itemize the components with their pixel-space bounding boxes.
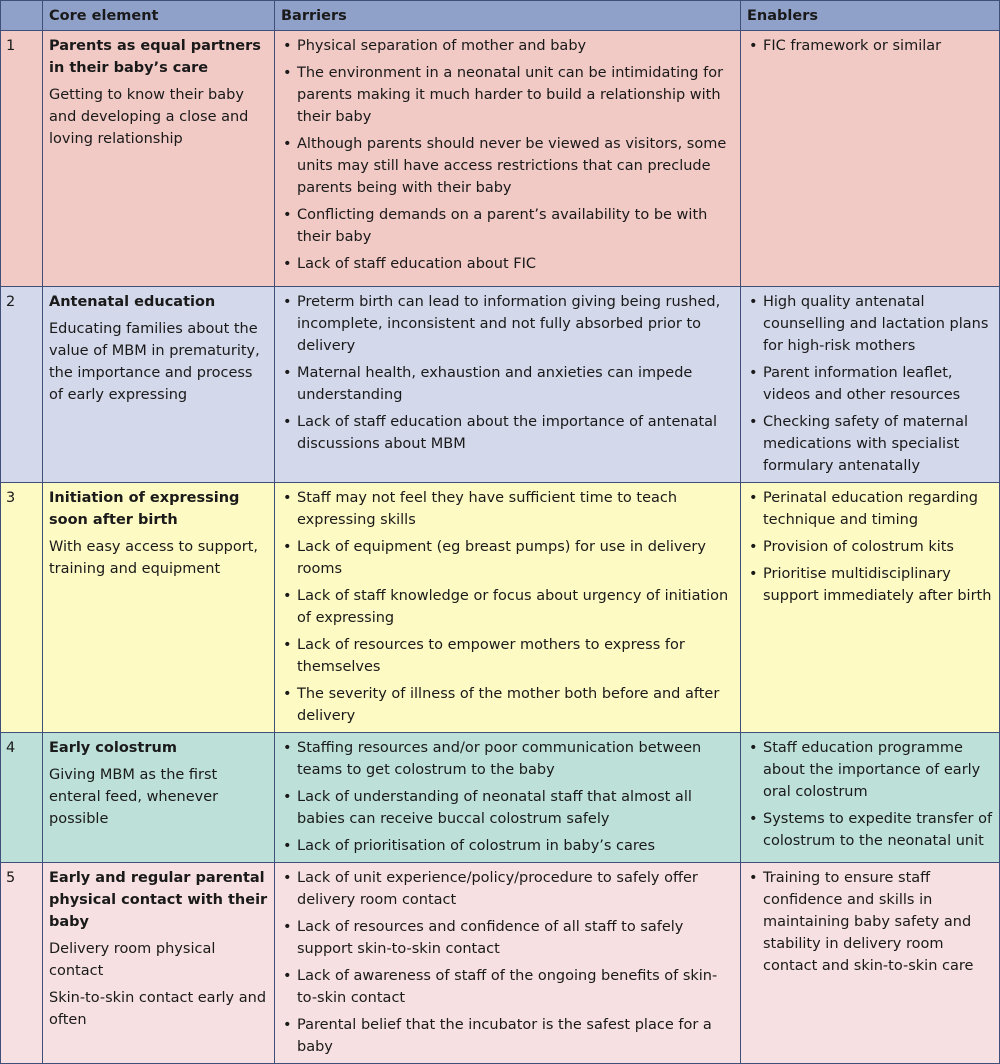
core-element-description: Delivery room physical contact [49, 941, 216, 979]
barriers-list [281, 737, 734, 857]
enablers-cell [741, 287, 1000, 483]
barrier-item: • Lack of equipment (eg breast pumps) for use in delivery rooms [281, 536, 734, 580]
core-element-description: Skin-to-skin contact early and often [49, 990, 267, 1028]
core-element-description: Getting to know their baby and developing a close and loving relationship [49, 87, 249, 147]
enabler-item: • Parent information leaflet, videos and other resources [747, 362, 993, 406]
enabler-item: • FIC framework or similar [747, 35, 993, 57]
barrier-item: • Lack of prioritisation of colostrum in baby’s cares [281, 835, 734, 857]
enablers-cell [741, 483, 1000, 733]
barrier-item: • Lack of staff knowledge or focus about urgency of initiation of expressing [281, 585, 734, 629]
core-element-title: Early and regular parental physical contact with their baby [49, 870, 268, 930]
barrier-item: • The environment in a neonatal unit can be intimidating for parents making it much harder to build a relationship with their baby [281, 62, 734, 128]
core-element-title: Early colostrum [49, 740, 177, 756]
enablers-list [747, 487, 993, 607]
table-row [1, 31, 1000, 287]
core-element-cell [43, 863, 275, 1064]
header-barriers: Barriers [275, 1, 741, 31]
table-row [1, 733, 1000, 863]
header-enablers: Enablers [741, 1, 1000, 31]
barriers-list [281, 35, 734, 275]
header-core-element: Core element [43, 1, 275, 31]
core-element-description: Educating families about the value of MBM in prematurity, the importance and process of early expressing [49, 321, 260, 403]
core-element-cell [43, 483, 275, 733]
core-element-title: Antenatal education [49, 294, 216, 310]
barriers-cell [275, 863, 741, 1064]
header-row [1, 1, 1000, 31]
barrier-item: • Staff may not feel they have sufficient time to teach expressing skills [281, 487, 734, 531]
enabler-item: • Checking safety of maternal medications with specialist formulary antenatally [747, 411, 993, 477]
barrier-item: • The severity of illness of the mother both before and after delivery [281, 683, 734, 727]
table-row [1, 483, 1000, 733]
enabler-item: • Prioritise multidisciplinary support immediately after birth [747, 563, 993, 607]
row-number: 2 [1, 287, 43, 483]
barrier-item: • Conflicting demands on a parent’s availability to be with their baby [281, 204, 734, 248]
core-element-description: With easy access to support, training and equipment [49, 539, 258, 577]
enablers-cell [741, 31, 1000, 287]
barriers-list [281, 867, 734, 1058]
barrier-item: • Parental belief that the incubator is the safest place for a baby [281, 1014, 734, 1058]
barrier-item: • Staffing resources and/or poor communication between teams to get colostrum to the baby [281, 737, 734, 781]
core-element-title: Initiation of expressing soon after birth [49, 490, 240, 528]
barriers-list [281, 487, 734, 727]
enabler-item: • Training to ensure staff confidence and skills in maintaining baby safety and stability in delivery room contact and skin-to-skin care [747, 867, 993, 977]
table-row [1, 287, 1000, 483]
row-number: 5 [1, 863, 43, 1064]
enablers-list [747, 867, 993, 977]
core-element-title: Parents as equal partners in their baby’s care [49, 38, 261, 76]
row-number: 3 [1, 483, 43, 733]
barrier-item: • Physical separation of mother and baby [281, 35, 734, 57]
header-number [1, 1, 43, 31]
barrier-item: • Lack of awareness of staff of the ongoing benefits of skin-to-skin contact [281, 965, 734, 1009]
row-number: 1 [1, 31, 43, 287]
row-number: 4 [1, 733, 43, 863]
barrier-item: • Maternal health, exhaustion and anxieties can impede understanding [281, 362, 734, 406]
enabler-item: • Perinatal education regarding technique and timing [747, 487, 993, 531]
enablers-list [747, 291, 993, 477]
enablers-cell [741, 733, 1000, 863]
barrier-item: • Preterm birth can lead to information giving being rushed, incomplete, inconsistent and not fully absorbed prior to delivery [281, 291, 734, 357]
core-element-cell [43, 733, 275, 863]
barriers-cell [275, 287, 741, 483]
barriers-cell [275, 483, 741, 733]
enabler-item: • High quality antenatal counselling and lactation plans for high-risk mothers [747, 291, 993, 357]
enablers-cell [741, 863, 1000, 1064]
enabler-item: • Staff education programme about the importance of early oral colostrum [747, 737, 993, 803]
barriers-cell [275, 733, 741, 863]
core-element-cell [43, 31, 275, 287]
core-element-description: Giving MBM as the first enteral feed, whenever possible [49, 767, 219, 827]
table-row [1, 863, 1000, 1064]
barrier-item: • Lack of resources to empower mothers to express for themselves [281, 634, 734, 678]
enabler-item: • Provision of colostrum kits [747, 536, 993, 558]
enablers-list [747, 35, 993, 57]
enablers-list [747, 737, 993, 852]
barrier-item: • Lack of staff education about the importance of antenatal discussions about MBM [281, 411, 734, 455]
barriers-list [281, 291, 734, 455]
barrier-item: • Lack of staff education about FIC [281, 253, 734, 275]
barriers-cell [275, 31, 741, 287]
barrier-item: • Lack of resources and confidence of all staff to safely support skin-to-skin contact [281, 916, 734, 960]
core-element-cell [43, 287, 275, 483]
barrier-item: • Lack of understanding of neonatal staff that almost all babies can receive buccal colostrum safely [281, 786, 734, 830]
barrier-item: • Although parents should never be viewed as visitors, some units may still have access restrictions that can preclude parents being with their baby [281, 133, 734, 199]
enabler-item: • Systems to expedite transfer of colostrum to the neonatal unit [747, 808, 993, 852]
barrier-item: • Lack of unit experience/policy/procedure to safely offer delivery room contact [281, 867, 734, 911]
